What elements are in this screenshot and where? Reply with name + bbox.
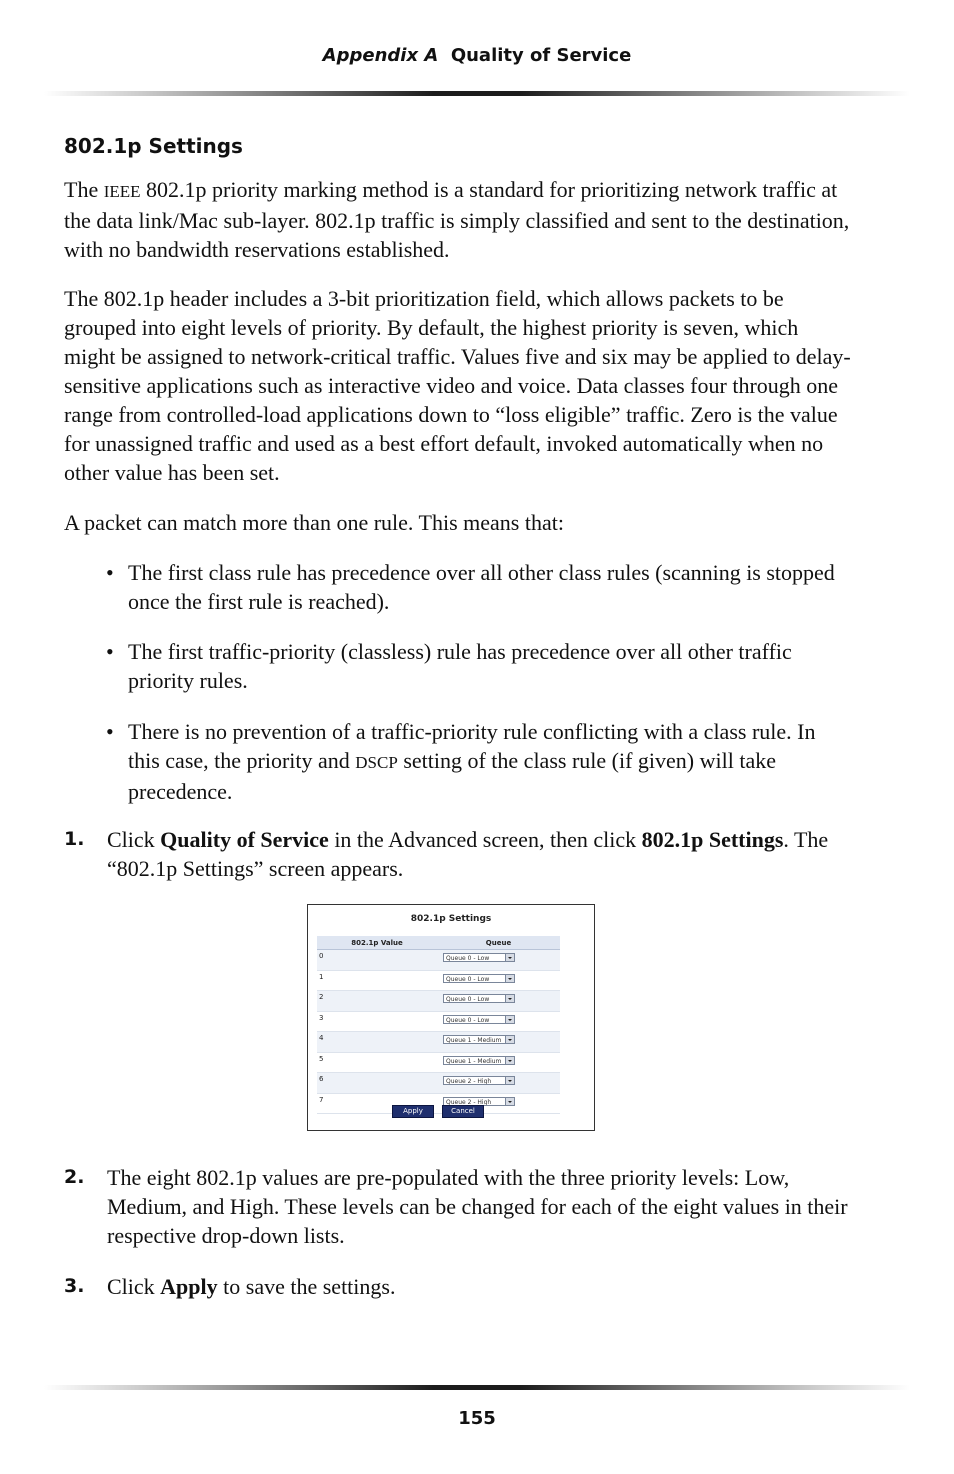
page-number: 155 — [458, 1408, 496, 1429]
chevron-down-icon[interactable] — [505, 1036, 514, 1044]
queue-select[interactable] — [443, 953, 515, 962]
settings-table — [317, 936, 560, 1114]
running-head-label: Appendix A — [322, 45, 439, 66]
settings-screenshot — [307, 904, 595, 1131]
priority-value: 6 — [317, 1073, 437, 1094]
bullet-3-dscp: DSCP — [355, 753, 398, 772]
chevron-down-icon[interactable] — [505, 995, 514, 1003]
step-1-text-b: in the Advanced screen, then click — [328, 827, 642, 852]
table-row — [317, 1052, 560, 1073]
chevron-down-icon[interactable] — [505, 975, 514, 983]
step-3-text-a: Click — [107, 1274, 161, 1299]
step-3-text-b: to save the settings. — [217, 1274, 396, 1299]
chevron-down-icon[interactable] — [505, 954, 514, 962]
queue-select-value: Queue 2 - High — [446, 1078, 492, 1085]
queue-select-value: Queue 2 - High — [446, 1098, 492, 1106]
step-2-number: 2. — [64, 1166, 85, 1188]
figure-title: 802.1p Settings — [410, 914, 492, 924]
step-3-text — [107, 1272, 852, 1301]
cancel-button[interactable]: Cancel — [442, 1105, 484, 1118]
queue-select-value: Queue 0 - Low — [446, 975, 490, 983]
queue-select-value: Queue 1 - Medium — [446, 1057, 502, 1065]
step-2-text: The eight 802.1p values are pre-populated with the three priority levels: Low, Medium, and High. These levels can be changed for each of the eight values in their respective drop-down lists. — [107, 1165, 848, 1248]
priority-value: 4 — [317, 1032, 437, 1053]
para1-text-b: 802.1p priority marking method is a standard for prioritizing network traffic at the data link/Mac sub-layer. 802.1p traffic is simply classified and sent to the destination, with no bandwidth reservations established. — [64, 177, 850, 262]
bullet-item-3 — [128, 717, 848, 806]
priority-value: 7 — [317, 1093, 437, 1114]
table-row — [317, 991, 560, 1012]
priority-value: 3 — [317, 1011, 437, 1032]
para1-text-a: The — [64, 177, 104, 202]
queue-select-value: Queue 0 - Low — [446, 1016, 490, 1024]
column-header-queue: Queue — [437, 936, 560, 950]
footer-rule — [44, 1385, 910, 1390]
step-3-number: 3. — [64, 1275, 85, 1297]
step-1-number: 1. — [64, 828, 85, 850]
bullet-3-text-b: setting of the class rule (if given) will take precedence. — [128, 748, 776, 804]
step-1-text — [107, 825, 852, 883]
step-1-text-c: . The “802.1p Settings” screen appears. — [107, 827, 829, 881]
chevron-down-icon[interactable] — [505, 1016, 514, 1024]
bullet-marker: • — [106, 719, 114, 744]
running-head — [0, 45, 954, 66]
queue-select[interactable] — [443, 1076, 515, 1085]
bullet-marker: • — [106, 560, 114, 585]
priority-value: 5 — [317, 1052, 437, 1073]
table-row — [317, 1032, 560, 1053]
table-row — [317, 970, 560, 991]
running-head-title: Quality of Service — [450, 45, 632, 66]
chevron-down-icon[interactable] — [505, 1077, 514, 1085]
paragraph-rule-matching: A packet can match more than one rule. This means that: — [64, 510, 564, 535]
step-1-text-a: Click — [107, 827, 161, 852]
column-header-value: 802.1p Value — [317, 936, 437, 950]
bullet-3-text-a: There is no prevention of a traffic-priority rule conflicting with a class rule. In this case, the priority and — [128, 719, 816, 773]
apply-button[interactable]: Apply — [392, 1105, 434, 1118]
queue-select[interactable] — [443, 1015, 515, 1024]
chevron-down-icon[interactable] — [505, 1057, 514, 1065]
chevron-down-icon[interactable] — [505, 1098, 514, 1106]
queue-select[interactable] — [443, 994, 515, 1003]
paragraph-header-description: The 802.1p header includes a 3-bit prioritization field, which allows packets to be grouped into eight levels of priority. By default, the highest priority is seven, which might be assigned to network-critical traffic. Values five and six may be applied to delay-sensitive applications such as interactive video and voice. Data classes four through one range from controlled-load applications down to “loss eligible” traffic. Zero is the value for unassigned traffic and used as a best effort default, invoked automatically when no other value has been set. — [64, 286, 851, 485]
table-row — [317, 1011, 560, 1032]
header-rule — [44, 91, 910, 96]
table-row — [317, 1093, 560, 1114]
queue-select[interactable] — [443, 974, 515, 983]
priority-value: 0 — [317, 950, 437, 971]
queue-select[interactable] — [443, 1035, 515, 1044]
section-heading: 802.1p Settings — [64, 134, 243, 158]
para1-ieee: IEEE — [103, 182, 141, 201]
table-row — [317, 950, 560, 971]
queue-select-value: Queue 0 - Low — [446, 996, 490, 1003]
step-3-bold-apply: Apply — [160, 1274, 218, 1299]
queue-select-value: Queue 1 - Medium — [446, 1037, 502, 1044]
queue-select[interactable] — [443, 1056, 515, 1065]
step-1-bold-qos: Quality of Service — [160, 827, 329, 852]
queue-select-value: Queue 0 - Low — [446, 955, 490, 962]
priority-value: 1 — [317, 970, 437, 991]
bullet-item-2: The first traffic-priority (classless) rule has precedence over all other traffic priority rules. — [128, 639, 792, 693]
step-1-bold-8021p: 802.1p Settings — [641, 827, 784, 852]
table-row — [317, 1073, 560, 1094]
priority-value: 2 — [317, 991, 437, 1012]
paragraph-intro — [64, 175, 854, 264]
bullet-item-1: The first class rule has precedence over all other class rules (scanning is stopped once the first rule is reached). — [128, 560, 835, 614]
bullet-marker: • — [106, 639, 114, 664]
